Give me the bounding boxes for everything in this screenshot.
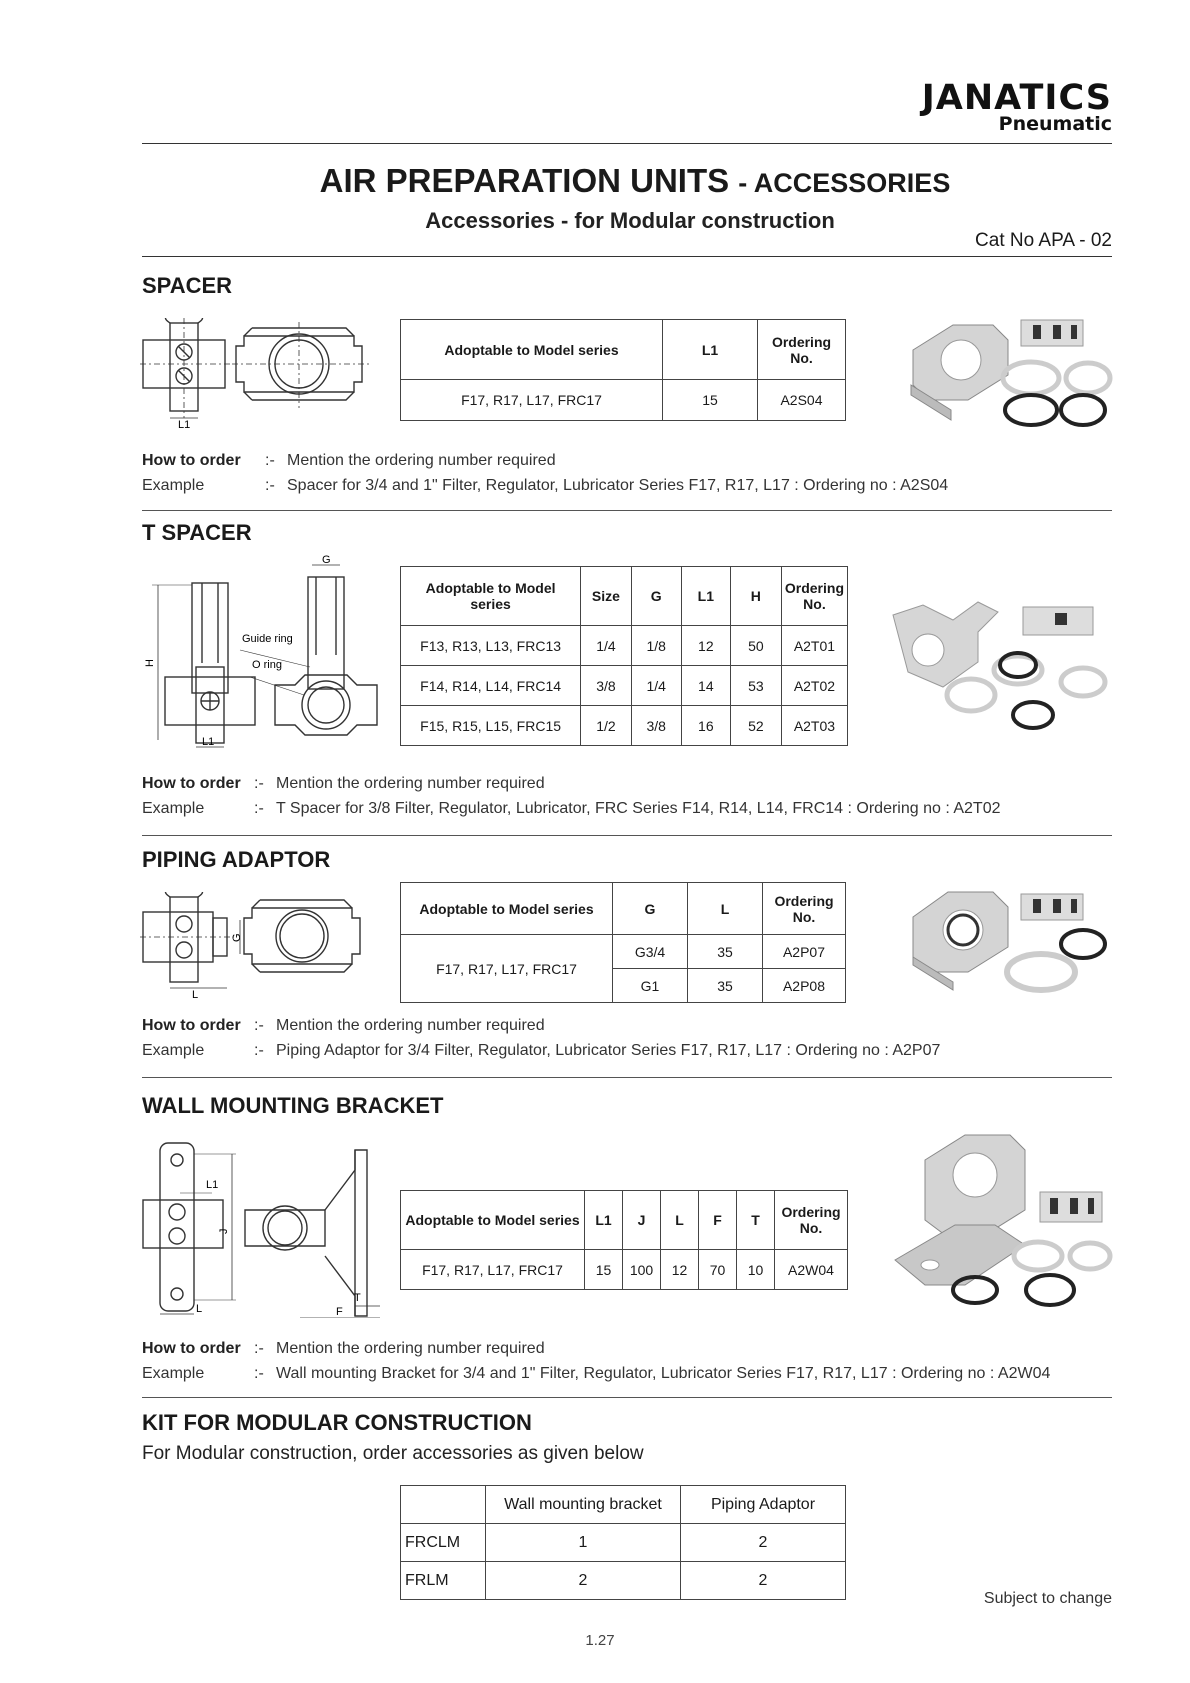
piping-how-to-order (142, 1017, 545, 1035)
piping-title: PIPING ADAPTOR (142, 847, 331, 872)
wall-dim-t: T (354, 1292, 361, 1304)
spacer-photo (893, 310, 1113, 428)
table-row (401, 706, 848, 746)
wall-title: WALL MOUNTING BRACKET (142, 1093, 444, 1118)
tspacer-title: T SPACER (142, 520, 252, 545)
spacer-header: L1 (663, 320, 758, 380)
table-cell: 1/4 (581, 626, 631, 666)
title-rule (142, 256, 1112, 257)
section-rule (142, 835, 1112, 836)
how-label: How to order (142, 452, 241, 469)
wall-dim-f: F (336, 1306, 343, 1318)
table-row (401, 1524, 846, 1562)
table-cell: Piping Adaptor (681, 1486, 846, 1524)
tspacer-header: Size (581, 567, 631, 626)
order-note: Mention the ordering number required (276, 1340, 545, 1357)
table-cell: F17, R17, L17, FRC17 (401, 1250, 585, 1290)
table-row (401, 1562, 846, 1600)
table-row (401, 626, 848, 666)
table-cell: 2 (681, 1524, 846, 1562)
table-cell: 3/8 (581, 666, 631, 706)
separator: :- (265, 452, 275, 469)
spacer-title: SPACER (142, 273, 233, 298)
example-text: Spacer for 3/4 and 1" Filter, Regulator, Lubricator Series F17, R17, L17 : Ordering no : A2S04 (287, 477, 949, 494)
example-label: Example (142, 477, 205, 494)
table-cell: A2T01 (781, 626, 847, 666)
tspacer-dim-l1: L1 (202, 736, 215, 748)
piping-header: Adoptable to Model series (401, 883, 613, 935)
order-note: Mention the ordering number required (276, 775, 545, 792)
spacer-how-to-order (142, 452, 556, 470)
catalog-number: Cat No APA - 02 (975, 230, 1112, 251)
wall-dim-j: J (218, 1228, 230, 1234)
table-cell: FRLM (401, 1562, 486, 1600)
section-rule (142, 510, 1112, 511)
example-label: Example (142, 1042, 205, 1059)
kit-title: KIT FOR MODULAR CONSTRUCTION (142, 1410, 532, 1435)
section-rule (142, 1397, 1112, 1398)
wall-how-to-order (142, 1340, 545, 1358)
tspacer-example (142, 800, 1001, 818)
how-label: How to order (142, 1017, 241, 1034)
tspacer-dim-h: H (144, 659, 156, 667)
spacer-header: Adoptable to Model series (401, 320, 663, 380)
table-cell: G1 (613, 969, 688, 1003)
wall-photo (890, 1130, 1115, 1320)
spacer-drawing (140, 318, 380, 430)
table-cell: 1/4 (631, 666, 681, 706)
separator: :- (254, 775, 264, 792)
table-cell: F13, R13, L13, FRC13 (401, 626, 581, 666)
wall-dim-l: L (196, 1303, 203, 1315)
tspacer-how-to-order (142, 775, 545, 793)
piping-header: G (613, 883, 688, 935)
table-cell: 50 (730, 626, 781, 666)
header-rule (142, 143, 1112, 144)
piping-table (400, 882, 846, 1003)
separator: :- (254, 1017, 264, 1034)
table-cell: 53 (730, 666, 781, 706)
example-text: Wall mounting Bracket for 3/4 and 1" Filter, Regulator, Lubricator Series F17, R17, L17 : Ordering no : A2W04 (276, 1365, 1051, 1382)
wall-header: Ordering No. (775, 1191, 848, 1250)
table-cell: F14, R14, L14, FRC14 (401, 666, 581, 706)
piping-drawing (140, 892, 380, 1000)
table-cell: Wall mounting bracket (486, 1486, 681, 1524)
wall-drawing (140, 1138, 400, 1318)
kit-subtitle: For Modular construction, order accessories as given below (142, 1443, 644, 1464)
wall-header: L (661, 1191, 699, 1250)
wall-header: L1 (585, 1191, 623, 1250)
spacer-table (400, 319, 846, 421)
table-cell: 35 (688, 969, 763, 1003)
spacer-example (142, 477, 948, 495)
separator: :- (254, 1365, 264, 1382)
brand-name: JANATICS (921, 78, 1112, 118)
table-cell: 3/8 (631, 706, 681, 746)
title-suffix: - ACCESSORIES (738, 168, 951, 198)
page-number: 1.27 (585, 1632, 615, 1649)
table-row (401, 935, 846, 969)
order-note: Mention the ordering number required (276, 1017, 545, 1034)
separator: :- (254, 1340, 264, 1357)
kit-table (400, 1485, 846, 1600)
table-cell: 2 (486, 1562, 681, 1600)
piping-example (142, 1042, 940, 1060)
table-cell: 100 (623, 1250, 661, 1290)
table-cell: 1/2 (581, 706, 631, 746)
example-text: Piping Adaptor for 3/4 Filter, Regulator, Lubricator Series F17, R17, L17 : Ordering no : A2P07 (276, 1042, 941, 1059)
table-cell: 15 (663, 380, 758, 421)
table-cell: A2T03 (781, 706, 847, 746)
tspacer-drawing (140, 555, 390, 755)
section-rule (142, 1077, 1112, 1078)
tspacer-header: H (730, 567, 781, 626)
brand-sub: Pneumatic (998, 113, 1112, 135)
tspacer-header: G (631, 567, 681, 626)
wall-header: T (737, 1191, 775, 1250)
page-title (0, 162, 1190, 200)
table-cell: 1 (486, 1524, 681, 1562)
spacer-dim-l1: L1 (178, 419, 191, 430)
page-subtitle: Accessories - for Modular construction (425, 208, 835, 233)
wall-header: J (623, 1191, 661, 1250)
table-cell: G3/4 (613, 935, 688, 969)
piping-dim-g: G (231, 933, 243, 942)
example-text: T Spacer for 3/8 Filter, Regulator, Lubricator, FRC Series F14, R14, L14, FRC14 : Ordering no : A2T02 (276, 800, 1001, 817)
table-cell: 1/8 (631, 626, 681, 666)
separator: :- (265, 477, 275, 494)
tspacer-o-ring: O ring (252, 659, 282, 671)
brand-logo (921, 78, 1112, 135)
table-cell: 52 (730, 706, 781, 746)
table-cell: 15 (585, 1250, 623, 1290)
wall-table (400, 1190, 848, 1290)
tspacer-dim-g: G (322, 555, 331, 566)
tspacer-guide-ring: Guide ring (242, 633, 293, 645)
table-cell: A2T02 (781, 666, 847, 706)
table-cell: 16 (681, 706, 730, 746)
table-cell: FRCLM (401, 1524, 486, 1562)
table-cell: 2 (681, 1562, 846, 1600)
table-cell: A2S04 (758, 380, 846, 421)
wall-dim-l1: L1 (206, 1179, 219, 1191)
tspacer-header: Ordering No. (781, 567, 847, 626)
table-row (401, 666, 848, 706)
table-cell: F17, R17, L17, FRC17 (401, 935, 613, 1003)
table-cell: A2P07 (763, 935, 846, 969)
separator: :- (254, 1042, 264, 1059)
table-row (401, 1486, 846, 1524)
table-row (401, 1250, 848, 1290)
table-cell (401, 1486, 486, 1524)
piping-header: L (688, 883, 763, 935)
table-cell: A2P08 (763, 969, 846, 1003)
table-cell: 10 (737, 1250, 775, 1290)
how-label: How to order (142, 775, 241, 792)
table-cell: F15, R15, L15, FRC15 (401, 706, 581, 746)
separator: :- (254, 800, 264, 817)
title-main: AIR PREPARATION UNITS (319, 162, 730, 199)
wall-example (142, 1365, 1050, 1383)
piping-photo (893, 882, 1113, 1000)
table-cell: 14 (681, 666, 730, 706)
footnote: Subject to change (983, 1590, 1112, 1607)
order-note: Mention the ordering number required (287, 452, 556, 469)
spacer-header: Ordering No. (758, 320, 846, 380)
table-cell: 12 (661, 1250, 699, 1290)
example-label: Example (142, 1365, 205, 1382)
piping-header: Ordering No. (763, 883, 846, 935)
table-row (401, 380, 846, 421)
example-label: Example (142, 800, 205, 817)
table-cell: 12 (681, 626, 730, 666)
tspacer-table (400, 566, 848, 746)
table-cell: A2W04 (775, 1250, 848, 1290)
tspacer-header: L1 (681, 567, 730, 626)
piping-dim-l: L (192, 989, 199, 1000)
table-cell: F17, R17, L17, FRC17 (401, 380, 663, 421)
wall-header: F (699, 1191, 737, 1250)
wall-header: Adoptable to Model series (401, 1191, 585, 1250)
table-cell: 35 (688, 935, 763, 969)
table-cell: 70 (699, 1250, 737, 1290)
tspacer-photo (883, 585, 1113, 735)
tspacer-header: Adoptable to Model series (401, 567, 581, 626)
how-label: How to order (142, 1340, 241, 1357)
